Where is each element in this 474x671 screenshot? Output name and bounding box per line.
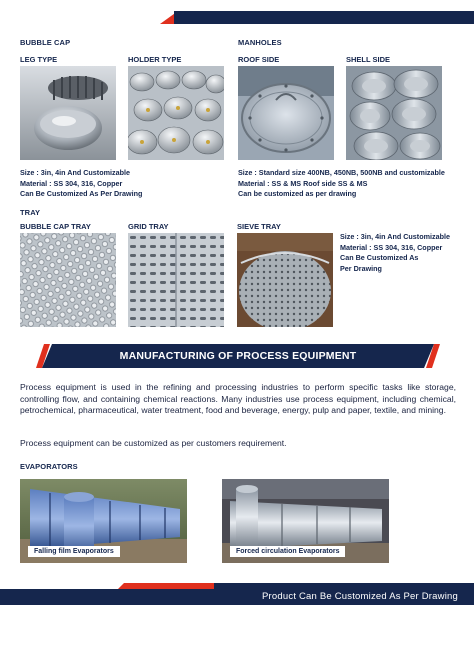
shell-side-label: SHELL SIDE [346,55,391,64]
holder-type-label: HOLDER TYPE [128,55,182,64]
process-equipment-paragraph: Process equipment is used in the refining and processing industries to perform specific tasks like storage, controlling flow, and containing chemical reactions. Many industries use process equipment, including chemical, petrochemical, pharmaceutical, water treatment, food and beverage, energy, pulp and paper, textile, and mining. [20,382,456,416]
holder-type-bubble-cap-photo [128,66,224,160]
bubble-cap-tray-label: BUBBLE CAP TRAY [20,222,91,231]
evaporators-heading: EVAPORATORS [20,462,78,471]
bubble-cap-tray-photo [20,233,116,327]
spec-line: Size : 3in, 4in And Customizable [340,232,450,241]
manholes-specs [238,168,445,200]
grid-tray-photo [128,233,224,327]
spec-line: Can be customized as per drawing [238,189,357,198]
spec-line: Can Be Customized As [340,253,419,262]
tray-specs [340,232,450,274]
manufacturing-banner [42,344,434,368]
spec-line: Can Be Customized As Per Drawing [20,189,143,198]
spec-line: Per Drawing [340,263,382,273]
roof-side-manhole-photo [238,66,334,160]
banner-title: MANUFACTURING OF PROCESS EQUIPMENT [119,350,357,362]
sieve-tray-photo [237,233,333,327]
bubble-cap-heading: BUBBLE CAP [20,38,71,47]
sieve-tray-label: SIEVE TRAY [237,222,281,231]
spec-line: Material : SS & MS Roof side SS & MS [238,178,368,188]
spec-line: Size : Standard size 400NB, 450NB, 500NB and customizable [238,168,445,177]
leg-type-label: LEG TYPE [20,55,58,64]
shell-side-manhole-photo [346,66,442,160]
spec-line: Material : SS 304, 316, Copper [340,242,443,252]
top-decor-bar [0,0,474,24]
forced-circulation-caption: Forced circulation Evaporators [230,546,345,557]
bubble-cap-specs [20,168,142,200]
leg-type-bubble-cap-photo [20,66,116,160]
top-navy-stripe [174,11,474,24]
falling-film-evaporator-card [20,479,187,563]
grid-tray-label: GRID TRAY [128,222,169,231]
footer-bar [0,583,474,611]
customization-note: Process equipment can be customized as per customers requirement. [20,438,287,448]
roof-side-label: ROOF SIDE [238,55,280,64]
footer-text: Product Can Be Customized As Per Drawing [262,591,458,602]
forced-circulation-evaporator-card [222,479,389,563]
falling-film-caption: Falling film Evaporators [28,546,120,557]
manholes-heading: MANHOLES [238,38,282,47]
spec-line: Size : 3in, 4in And Customizable [20,168,130,177]
tray-heading: TRAY [20,208,41,217]
spec-line: Material : SS 304, 316, Copper [20,178,123,188]
